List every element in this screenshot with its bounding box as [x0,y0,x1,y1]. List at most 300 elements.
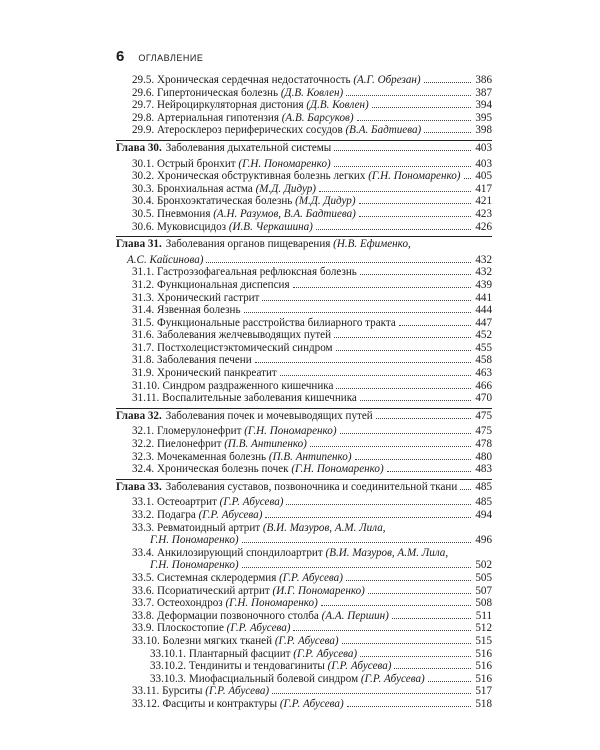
dot-leader [394,668,471,669]
dot-leader [424,82,471,83]
entry-page: 483 [475,463,492,476]
toc-entry[interactable] [116,635,492,648]
toc-entry[interactable] [116,112,492,125]
dot-leader [359,203,471,204]
entry-title: Функциональная диспепсия [156,278,290,291]
entry-number: 33.4. [132,546,155,559]
entry-title: Фасциты и контрактуры [162,697,278,710]
entry-author: (И.В. Черкашина) [228,220,313,233]
entry-text [132,425,337,438]
entry-text [150,648,357,661]
entry-author: (Г.Р. Абусева) [360,672,425,685]
dot-leader [319,191,471,192]
dot-leader [272,693,471,694]
entry-title: Пиелонефрит [156,438,222,451]
toc-entry[interactable] [116,425,492,438]
dot-leader [286,504,471,505]
entry-author: (В.И. Мазуров, А.М. Лила, [325,546,449,559]
toc-entry[interactable] [116,463,492,476]
entry-text [132,585,365,598]
entry-title: Острый бронхит [156,157,236,170]
entry-title: Системная склеродермия [156,571,277,584]
entry-number: 30.6. [132,220,155,233]
dot-leader [262,300,471,301]
entry-text [127,254,203,267]
dot-leader [399,325,471,326]
entry-author: (А.Н. Разумов, В.А. Бадтиева) [213,207,356,220]
entry-page: 403 [475,141,492,154]
entry-title: Муковисцидоз [156,220,227,233]
entry-page: 480 [475,450,492,463]
entry-text [132,74,421,87]
entry-text [132,451,352,464]
entry-text [132,438,307,451]
dot-leader [464,178,472,179]
entry-page: 494 [475,509,492,521]
toc-entry[interactable] [116,597,492,610]
dot-leader [372,107,471,108]
entry-number: 31.2. [132,278,155,291]
toc-entry[interactable] [116,547,492,560]
dot-leader [280,375,471,376]
toc-entry[interactable] [116,74,492,87]
dot-leader [265,517,471,518]
entry-author: (А.А. Першин) [321,609,389,622]
entry-title: Нейроциркуляторная дистония [156,99,304,112]
toc-entry[interactable] [116,266,492,279]
entry-title: Хронический гастрит [156,291,260,304]
entry-text [132,572,343,585]
entry-number: 29.9. [132,124,155,137]
dot-leader [293,287,471,288]
entry-number: 33.8. [132,609,155,622]
entry-number: 31.11. [132,392,160,405]
entry-author: (Д.В. Ковлен) [306,99,369,112]
entry-page: 475 [475,425,492,438]
entry-author: (В.А. Бадтиева) [345,124,422,137]
entry-title: Бронхоэктатическая болезнь [156,195,293,208]
entry-title: Бронхиальная астма [156,182,253,195]
entry-text [132,221,313,234]
entry-author: А.С. Кайсинова) [127,253,204,266]
entry-page: 432 [475,253,492,266]
entry-title: Язвенная болезнь [156,304,241,317]
entry-number: 29.5. [132,74,155,86]
entry-page: 387 [475,86,492,99]
entry-text [132,304,241,317]
entry-title: Миофасциальный болевой синдром [188,672,359,685]
page-number: 6 [116,48,125,65]
toc-entry[interactable] [116,673,492,686]
entry-title: Хронический панкреатит [156,367,277,380]
toc-entry[interactable] [116,534,492,547]
toc-entry[interactable] [116,279,492,292]
toc-entry[interactable] [116,254,492,267]
toc-entry[interactable] [116,342,492,355]
entry-number: 33.1. [132,496,155,509]
entry-author: (В.И. Мазуров, А.М. Лила, [262,521,386,534]
entry-page: 515 [475,634,492,647]
entry-title: Псориатический артрит [156,584,270,597]
toc-entry[interactable] [116,236,492,251]
entry-text [132,622,290,635]
entry-author: (А.Г. Обрезан) [353,74,421,86]
entry-author: (Г.Н. Пономаренко) [238,157,331,170]
dot-leader [310,446,471,447]
dot-leader [293,630,471,631]
entry-number: 31.6. [132,329,155,342]
toc-entry[interactable] [116,304,492,317]
toc-entry[interactable] [116,522,492,535]
toc-entry[interactable] [116,292,492,305]
entry-number: 33.10. [132,634,160,647]
entry-title: Артериальная гипотензия [156,111,279,124]
entry-number: 31.3. [132,291,155,304]
entry-title: Функциональные расстройства билиарного тракта [156,316,396,329]
entry-author: (И.Г. Пономаренко) [272,584,365,597]
dot-leader [360,274,471,275]
toc-entry[interactable] [116,496,492,509]
entry-author: (П.В. Антипенко) [268,450,352,463]
entry-text [132,124,421,137]
entry-page: 508 [475,597,492,610]
entry-number: 31.5. [132,316,155,329]
entry-text [132,87,343,100]
entry-number: 31.8. [132,354,155,367]
entry-title: Гипертоническая болезнь [156,86,279,99]
entry-text [132,266,357,279]
entry-number: 30.5. [132,207,155,220]
toc-entry[interactable] [116,648,492,661]
entry-text [132,496,283,509]
table-of-contents [116,74,492,711]
dot-leader [424,132,471,133]
toc-entry[interactable] [116,170,492,183]
dot-leader [242,567,471,568]
entry-title: Хроническая болезнь почек [156,463,289,476]
entry-page: 466 [475,379,492,392]
dot-leader [387,471,471,472]
entry-author: (Г.Р. Абусева) [274,634,339,647]
entry-page: 502 [475,559,492,572]
entry-text [132,317,396,330]
entry-title: Деформации позвоночного столба [156,609,319,622]
entry-page: 441 [475,291,492,304]
entry-page: 478 [475,438,492,451]
entry-number: 30.3. [132,182,155,195]
entry-title: Заболевания органов пищеварения [165,238,331,251]
dot-leader [355,459,471,460]
dot-leader [334,150,471,151]
toc-entry[interactable] [116,221,492,234]
entry-author: Г.Н. Пономаренко) [150,534,239,547]
entry-number: 32.1. [132,425,155,438]
dot-leader [334,166,471,167]
entry-number: 30.4. [132,195,155,208]
dot-leader [428,681,471,682]
entry-page: 395 [475,111,492,124]
entry-page: 507 [475,584,492,597]
entry-title: Постхолецистэктомический синдром [156,341,333,354]
toc-entry[interactable] [116,438,492,451]
entry-author: (Г.Р. Абусева) [279,697,344,710]
entry-title: Бурситы [162,685,203,698]
entry-author: (Г.Р. Абусева) [219,496,284,509]
entry-text [132,292,259,305]
entry-title: Заболевания почек и мочевыводящих путей [165,409,373,422]
entry-title: Остеохондроз [156,597,223,610]
toc-entry[interactable] [116,509,492,522]
entry-title: Заболевания суставов, позвоночника и соединительной ткани [165,480,458,493]
entry-number: 32.3. [132,450,155,463]
entry-title: Болезни мягких тканей [162,634,273,647]
dot-leader [321,605,471,606]
entry-page: 485 [475,480,492,493]
toc-entry[interactable] [116,685,492,698]
toc-entry[interactable] [116,195,492,208]
entry-text [116,238,411,251]
chapter-label: Глава 33. [116,480,162,493]
entry-title: Воспалительные заболевания кишечника [162,392,357,405]
toc-entry[interactable] [116,572,492,585]
dot-leader [392,618,471,619]
entry-text [116,142,331,155]
dot-leader [376,418,471,419]
dot-leader [316,229,471,230]
entry-title: Мочекаменная болезнь [156,450,267,463]
toc-entry[interactable] [116,585,492,598]
entry-page: 444 [475,304,492,317]
entry-number: 29.7. [132,99,155,112]
entry-title: Синдром раздраженного кишечника [162,379,334,392]
entry-text [132,509,262,522]
entry-title: Плантарный фасциит [188,647,291,660]
dot-leader [206,262,471,263]
dot-leader [346,580,471,581]
toc-entry[interactable] [116,660,492,673]
running-header [116,48,203,66]
entry-page: 517 [475,685,492,698]
dot-leader [336,388,471,389]
entry-title: Хроническая обструктивная болезнь легких [156,170,366,183]
toc-entry[interactable] [116,451,492,464]
entry-page: 439 [475,278,492,291]
toc-entry[interactable] [116,367,492,380]
dot-leader [360,400,471,401]
toc-entry[interactable] [116,208,492,221]
entry-title: Тендиниты и тендовагиниты [188,660,325,673]
entry-text [132,597,318,610]
entry-text [132,342,333,355]
entry-number: 33.12. [132,697,160,710]
entry-page: 423 [475,207,492,220]
entry-page: 512 [475,622,492,635]
entry-number: 30.2. [132,170,155,183]
entry-title: Заболевания желчевыводящих путей [156,329,332,342]
entry-text [132,158,331,171]
dot-leader [334,337,471,338]
entry-author: (П.В. Антипенко) [224,438,307,451]
entry-text [132,635,339,648]
entry-page: 516 [475,647,492,660]
entry-text [132,279,290,292]
entry-author: (Н.В. Ефименко, [333,238,411,251]
entry-text [132,380,333,393]
entry-title: Плоскостопие [156,622,224,635]
entry-number: 33.6. [132,584,155,597]
entry-author: (Г.Р. Абусева) [279,571,343,584]
dot-leader [342,643,471,644]
entry-text [132,354,252,367]
entry-page: 511 [475,609,492,622]
entry-text [132,195,356,208]
entry-text [150,673,425,686]
entry-number: 33.10.1. [150,647,187,660]
entry-number: 31.7. [132,341,155,354]
entry-number: 31.10. [132,379,160,392]
entry-page: 405 [475,170,492,183]
toc-entry[interactable] [116,124,492,137]
entry-page: 386 [475,74,492,86]
entry-page: 417 [475,182,492,195]
entry-author: (Г.Н. Пономаренко) [291,463,384,476]
entry-number: 31.9. [132,367,155,380]
entry-text [132,698,344,711]
entry-text [132,534,239,547]
entry-author: (Г.Н. Пономаренко) [244,425,337,438]
entry-text [116,481,457,494]
entry-number: 33.11. [132,685,160,698]
entry-author: (Г.Р. Абусева) [293,647,358,660]
toc-entry[interactable] [116,317,492,330]
entry-page: 505 [475,571,492,584]
dot-leader [244,312,471,313]
entry-number: 31.1. [132,266,155,279]
entry-page: 496 [475,534,492,547]
dot-leader [340,433,471,434]
dot-leader [242,542,471,543]
entry-page: 398 [475,124,492,137]
entry-title: Анкилозирующий спондилоартрит [156,546,323,559]
toc-entry[interactable] [116,354,492,367]
dot-leader [336,350,471,351]
toc-entry[interactable] [116,610,492,623]
entry-number: 32.4. [132,463,155,476]
entry-title: Гастроэзофагеальная рефлюксная болезнь [156,266,357,279]
entry-number: 31.4. [132,304,155,317]
dot-leader [346,95,471,96]
entry-text [132,392,357,405]
dot-leader [368,593,471,594]
toc-entry[interactable] [116,140,492,155]
entry-page: 516 [475,660,492,673]
entry-number: 33.10.2. [150,660,187,673]
toc-entry[interactable] [116,99,492,112]
entry-page: 455 [475,341,492,354]
toc-entry[interactable] [116,380,492,393]
dot-leader [357,120,471,121]
entry-text [132,610,389,623]
entry-author: (Г.Н. Пономаренко) [225,597,318,610]
entry-author: (Г.Р. Абусева) [205,685,270,698]
entry-number: 30.1. [132,157,155,170]
chapter-label: Глава 31. [116,238,162,251]
entry-title: Хроническая сердечная недостаточность [156,74,351,86]
entry-number: 29.8. [132,111,155,124]
entry-title: Гломерулонефрит [156,425,242,438]
toc-entry[interactable] [116,329,492,342]
entry-text [132,170,461,183]
entry-title: Заболевания печени [156,354,252,367]
entry-title: Ревматоидный артрит [156,521,261,534]
toc-entry[interactable] [116,87,492,100]
entry-page: 518 [475,697,492,710]
entry-number: 33.9. [132,622,155,635]
entry-text [132,685,269,698]
entry-author: (Г.Р. Абусева) [198,509,263,521]
entry-text [132,367,277,380]
toc-entry[interactable] [116,479,492,494]
entry-text [132,112,354,125]
entry-number: 33.10.3. [150,672,187,685]
entry-text [116,410,373,423]
dot-leader [360,656,471,657]
toc-entry[interactable] [116,183,492,196]
entry-title: Подагра [156,509,196,521]
entry-title: Остеоартрит [156,496,217,509]
entry-author: (Г.Н. Пономаренко) [368,170,461,183]
entry-number: 33.7. [132,597,155,610]
toc-entry[interactable] [116,698,492,711]
entry-page: 403 [475,157,492,170]
entry-page: 447 [475,316,492,329]
toc-entry[interactable] [116,392,492,405]
entry-page: 463 [475,367,492,380]
entry-author: (М.Д. Дидур) [255,182,316,195]
toc-entry[interactable] [116,158,492,171]
toc-entry[interactable] [116,559,492,572]
entry-author: (М.Д. Дидур) [295,195,356,208]
entry-page: 421 [475,195,492,208]
chapter-label: Глава 32. [116,409,162,422]
running-title: ОГЛАВЛЕНИЕ [138,53,204,63]
dot-leader [255,362,471,363]
chapter-label: Глава 30. [116,141,162,154]
entry-number: 33.2. [132,509,155,521]
toc-entry[interactable] [116,622,492,635]
entry-page: 485 [475,496,492,509]
entry-title: Пневмония [156,207,211,220]
entry-page: 432 [475,266,492,279]
entry-text [132,463,384,476]
entry-page: 516 [475,672,492,685]
entry-number: 33.3. [132,521,155,534]
dot-leader [460,489,471,490]
entry-page: 394 [475,99,492,112]
entry-text [132,183,316,196]
entry-page: 426 [475,220,492,233]
entry-number: 32.2. [132,438,155,451]
entry-page: 470 [475,392,492,405]
entry-author: (Г.Р. Абусева) [327,660,392,673]
entry-page: 452 [475,329,492,342]
toc-entry[interactable] [116,408,492,423]
entry-author: Г.Н. Пономаренко) [150,559,239,572]
entry-page: 475 [475,409,492,422]
entry-text [132,559,239,572]
entry-title: Атеросклероз периферических сосудов [156,124,343,137]
entry-text [132,547,448,560]
